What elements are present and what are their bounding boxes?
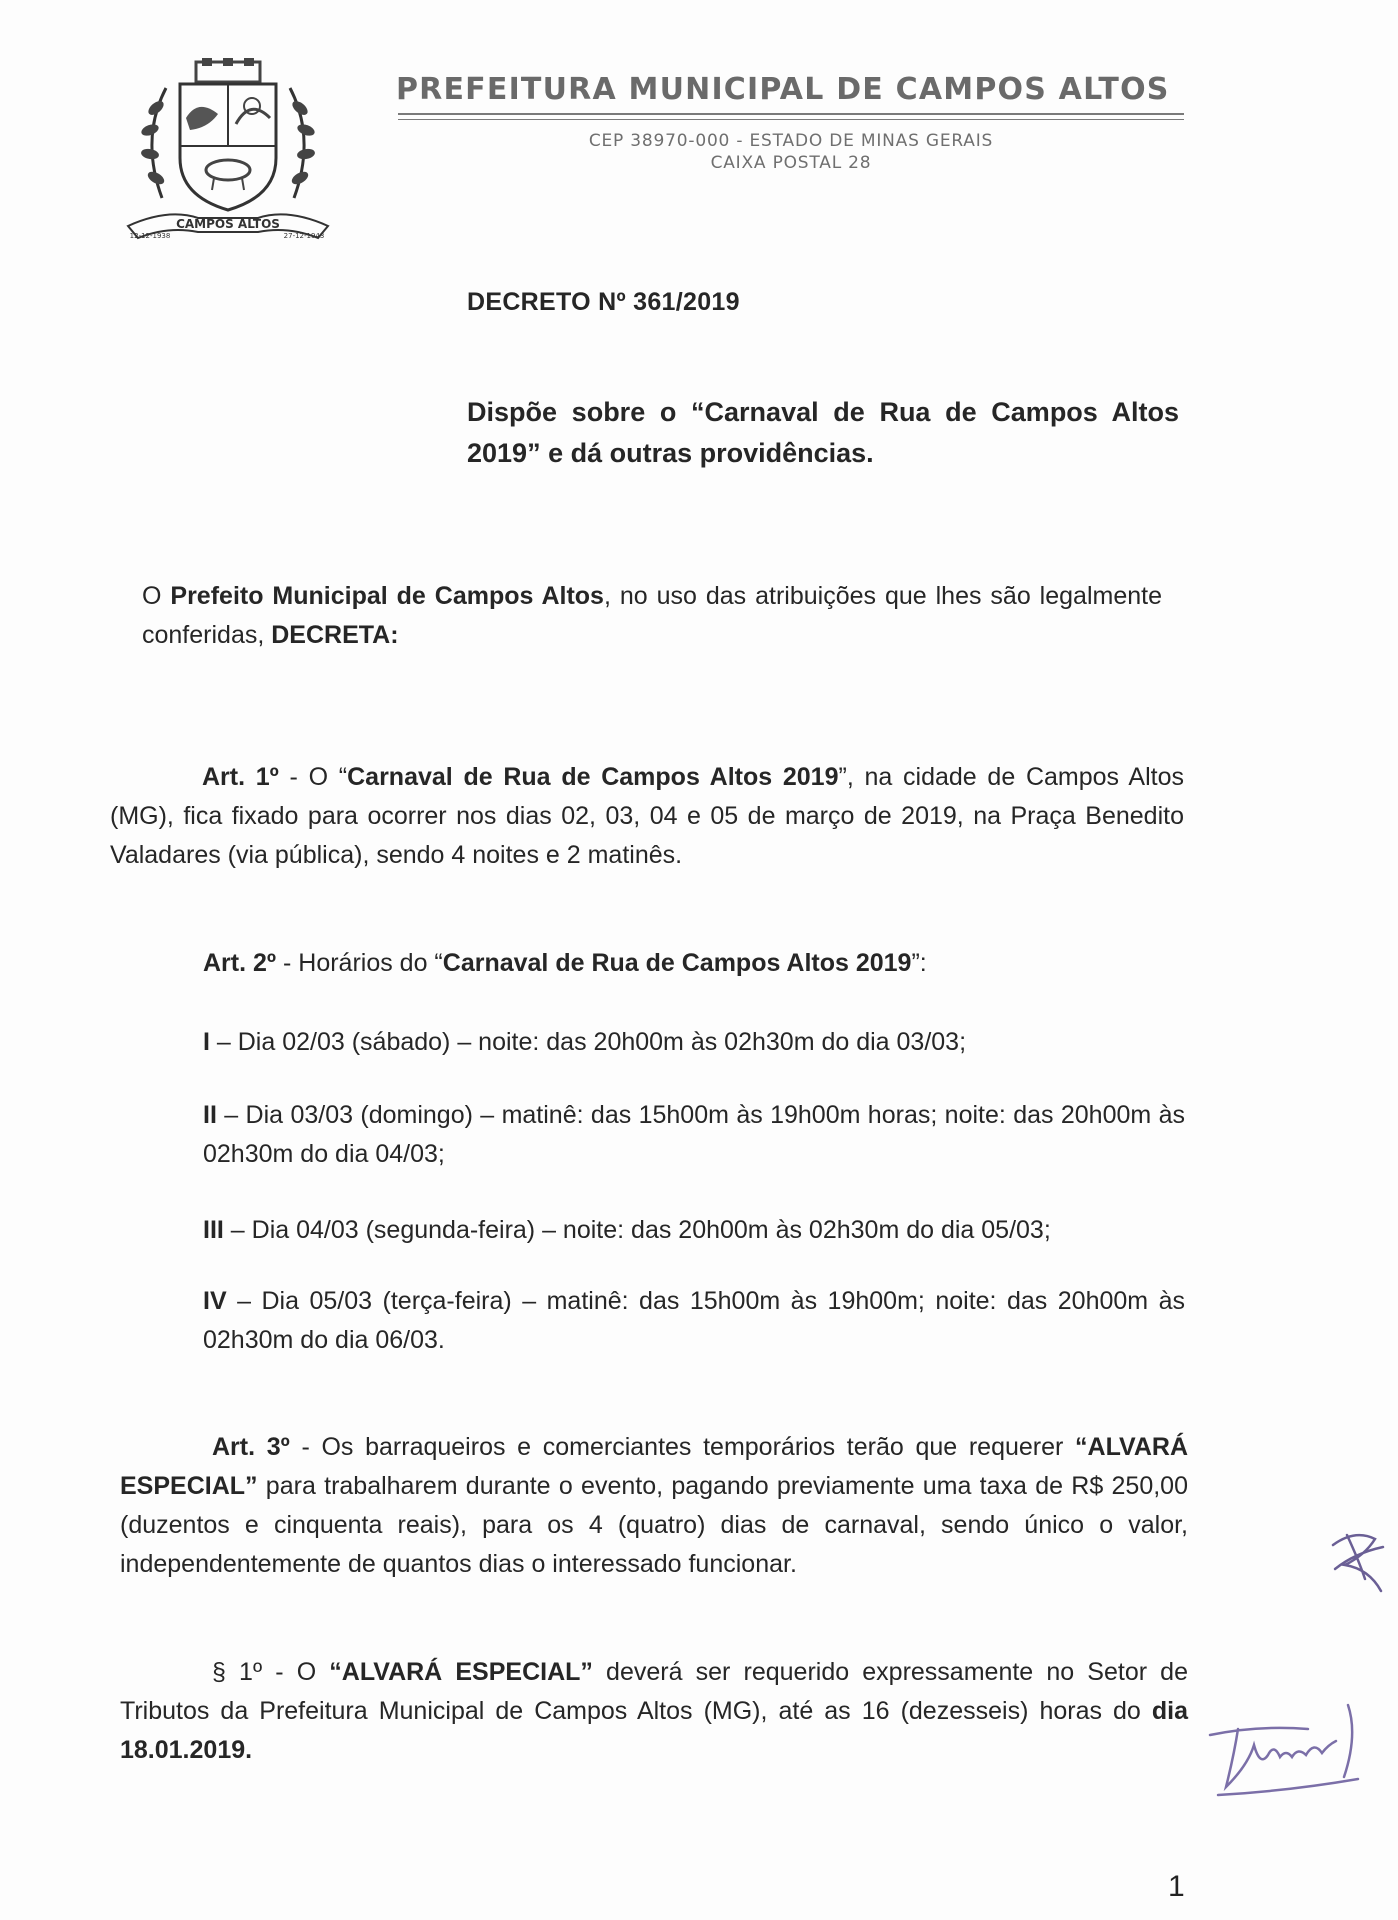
coat-of-arms-logo [118, 58, 338, 248]
article-1-text-2: ”, na cidade de Campos Altos (MG), fica fixado para ocorrer nos dias 02, 03, 04 e 05 de março de 2019, na Praça Benedito Valadares (via pública), sendo 4 noites e 2 matinês. [110, 763, 1184, 869]
article-3-text-1: - Os barraqueiros e comerciantes temporários terão que requerer [289, 1433, 1076, 1461]
preamble-text-2: , no uso das atribuições que lhes são legalmente conferidas, [142, 582, 1162, 649]
schedule-item [203, 1282, 1185, 1360]
article-2 [203, 944, 1183, 983]
decree-summary: Dispõe sobre o “Carnaval de Rua de Campos Altos 2019” e dá outras providências. [467, 397, 1179, 468]
rubric-mark [1325, 1525, 1391, 1597]
schedule-item [203, 1023, 1183, 1062]
schedule-item-number: IV [203, 1287, 227, 1315]
article-2-label: Art. 2º [203, 949, 277, 977]
address-line-1: CEP 38970-000 - ESTADO DE MINAS GERAIS [588, 131, 994, 151]
article-2-text-1: - Horários do “ [276, 949, 443, 977]
paragraph-1-alvara: “ALVARÁ ESPECIAL” [329, 1658, 593, 1686]
page-number: 1 [1168, 1870, 1185, 1903]
paragraph-1-text-1: § 1º - O [212, 1658, 330, 1686]
organization-name: PREFEITURA MUNICIPAL DE CAMPOS ALTOS [396, 72, 1170, 107]
preamble [142, 577, 1162, 655]
schedule-item-text: – Dia 02/03 (sábado) – noite: das 20h00m às 02h30m do dia 03/03; [209, 1028, 967, 1056]
ribbon-left-date: 12-12-1938 [129, 232, 171, 240]
ribbon-right-date: 27-12-1943 [283, 232, 325, 240]
article-1-text-1: - O “ [278, 763, 348, 791]
preamble-decreta: DECRETA: [271, 621, 399, 649]
paragraph-1-date: dia 18.01.2019. [120, 1697, 1188, 1764]
schedule-item-number: II [203, 1101, 217, 1129]
preamble-text-1: O [142, 582, 171, 610]
schedule-item [203, 1096, 1185, 1174]
ribbon-text: CAMPOS ALTOS [176, 217, 280, 231]
article-3-label: Art. 3º [212, 1433, 290, 1461]
address-line-2: CAIXA POSTAL 28 [710, 153, 872, 173]
schedule-item-text: – Dia 04/03 (segunda-feira) – noite: das 20h00m às 02h30m do dia 05/03; [223, 1216, 1051, 1244]
article-2-text-2: ”: [911, 949, 927, 977]
paragraph-1 [120, 1653, 1188, 1770]
article-1-event-name: Carnaval de Rua de Campos Altos 2019 [347, 763, 839, 791]
decree-title: DECRETO Nº 361/2019 [467, 288, 740, 316]
article-3-alvara: “ALVARÁ ESPECIAL” [120, 1433, 1188, 1500]
header-rule [398, 113, 1184, 115]
preamble-authority: Prefeito Municipal de Campos Altos [170, 582, 604, 610]
schedule-item-number: III [203, 1216, 224, 1244]
article-2-event-name: Carnaval de Rua de Campos Altos 2019 [442, 949, 912, 977]
schedule-item-number: I [203, 1028, 210, 1056]
header-rule-thin [398, 119, 1184, 120]
paragraph-1-text-2: deverá ser requerido expressamente no Setor de Tributos da Prefeitura Municipal de Campos Altos (MG), até as 16 (dezesseis) horas do [120, 1658, 1188, 1725]
schedule-item-text: – Dia 03/03 (domingo) – matinê: das 15h00m às 19h00m horas; noite: das 20h00m às 02h30m do dia 04/03; [203, 1101, 1185, 1168]
schedule-item-text: – Dia 05/03 (terça-feira) – matinê: das 15h00m às 19h00m; noite: das 20h00m às 02h30m do dia 06/03. [203, 1287, 1185, 1354]
article-3-text-2: para trabalharem durante o evento, pagando previamente uma taxa de R$ 250,00 (duzentos e cinquenta reais), para os 4 (quatro) dias de carnaval, sendo único o valor, independentemente de quantos dias o interessado funcionar. [120, 1472, 1188, 1578]
schedule-item [203, 1211, 1185, 1250]
article-1 [110, 758, 1184, 875]
signature-mark [1198, 1695, 1378, 1805]
article-3 [120, 1428, 1188, 1584]
article-1-label: Art. 1º [202, 763, 279, 791]
